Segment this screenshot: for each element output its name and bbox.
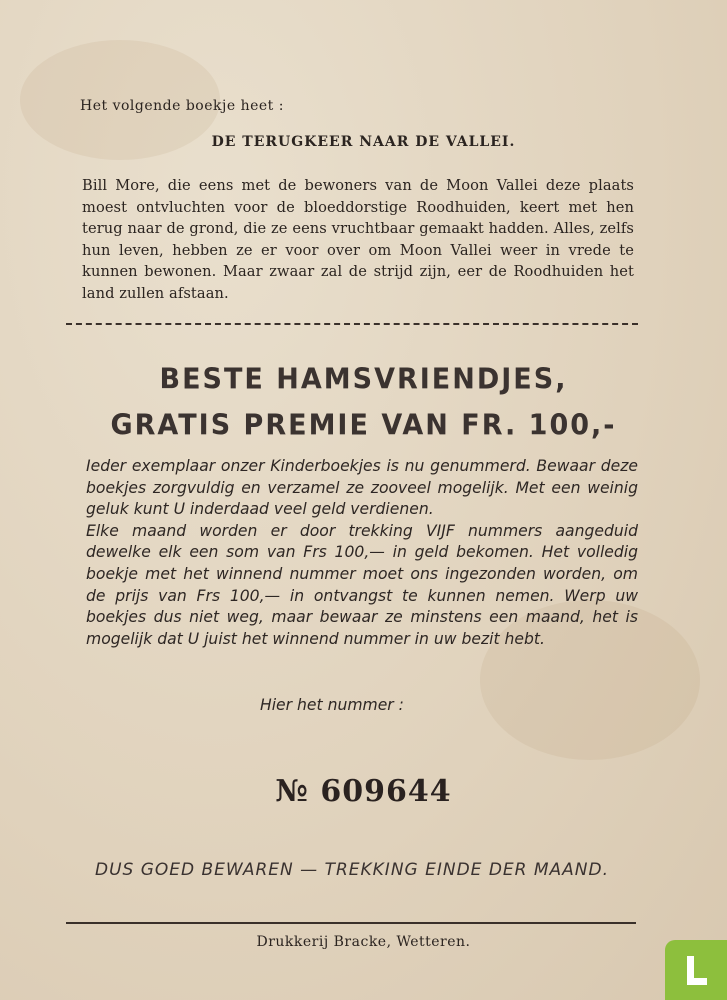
serial-number: № 609644 [275,774,452,809]
bottom-rule [66,922,636,924]
intro-text: Het volgende boekje heet : [80,98,284,114]
prize-explanation [86,456,638,650]
next-book-title: DE TERUGKEER NAAR DE VALLEI. [211,134,516,150]
headline-prize: GRATIS PREMIE VAN FR. 100,- [110,409,617,442]
number-label: Hier het nummer : [260,696,404,714]
headline-greeting: BESTE HAMSVRIENDJES, [159,363,568,396]
prize-paragraph-2: Elke maand worden er door trekking VIJF nummers aangeduid dewelke elk een som van Frs 100,— in geld bekomen. Het volledig boekje met het winnend nummer moet ons ingezonden worden, om de prijs van Frs 100,— in ontvangst te kunnen nemen. Werp uw boekjes dus niet weg, maar bewaar ze minstens een maand, het is mogelijk dat U juist het winnend nummer in uw bezit hebt. [86,521,638,648]
dashed-divider [66,323,638,325]
prize-paragraph-1: Ieder exemplaar onzer Kinderboekjes is nu genummerd. Bewaar deze boekjes zorgvuldig en verzamel ze zooveel mogelijk. Met een weinig geluk kunt U inderdaad veel geld verdienen. [86,457,638,519]
printer-credit: Drukkerij Bracke, Wetteren. [256,934,471,950]
slogan: DUS GOED BEWAREN — TREKKING EINDE DER MAAND. [94,860,610,880]
lastdodo-logo-icon [665,940,727,1000]
logo-l-icon [683,954,711,988]
book-synopsis: Bill More, die eens met de bewoners van de Moon Vallei deze plaats moest ontvluchten voor de bloeddorstige Roodhuiden, keert met hen terug naar de grond, die ze eens vruchtbaar gemaakt hadden. Alles, zelfs hun leven, hebben ze er voor over om Moon Vallei weer in vrede te kunnen bewonen. Maar zwaar zal de strijd zijn, eer de Roodhuiden het land zullen afstaan. [82,177,634,302]
